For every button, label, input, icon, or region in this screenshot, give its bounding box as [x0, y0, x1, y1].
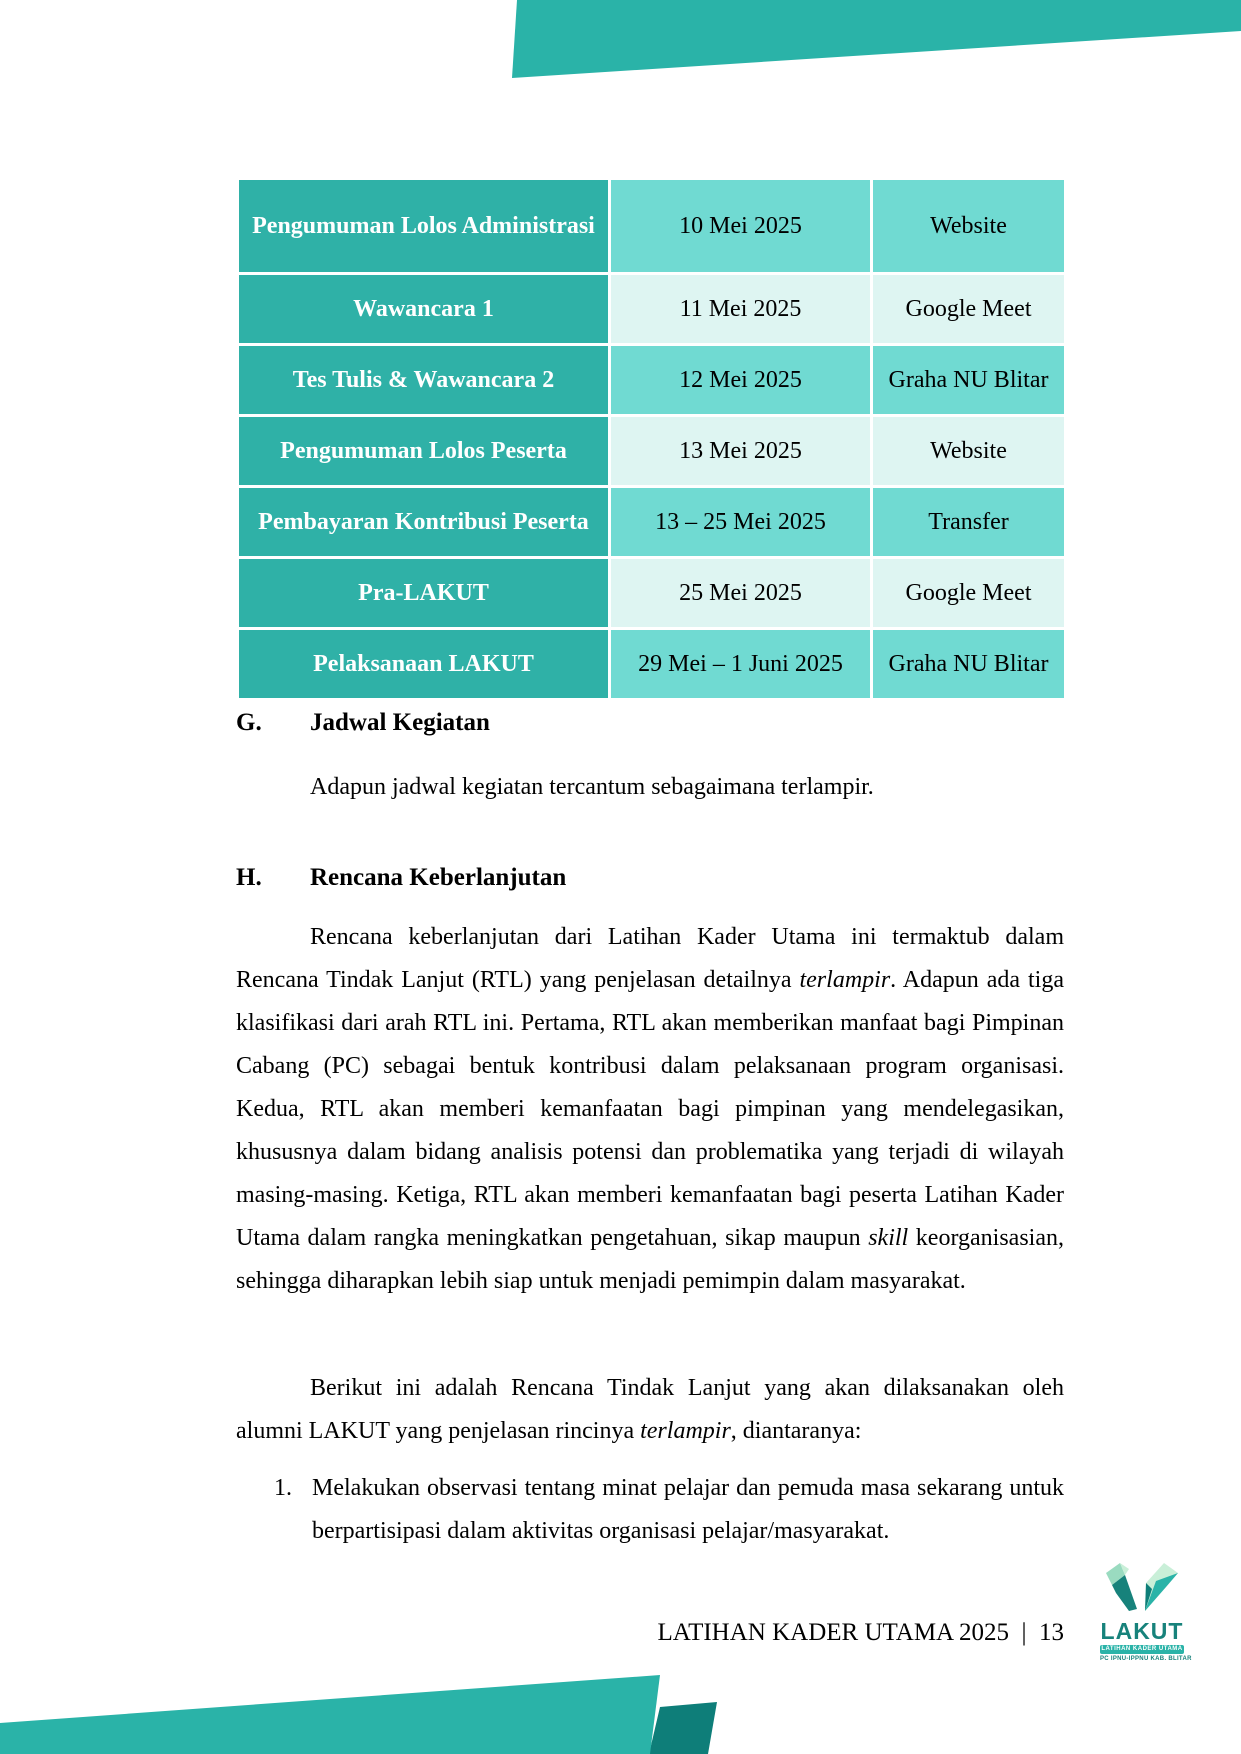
- date-cell: 11 Mei 2025: [610, 274, 872, 345]
- section-h-paragraph-2: [236, 1367, 1064, 1453]
- date-cell: 13 – 25 Mei 2025: [610, 487, 872, 558]
- bottom-dark-shape: [649, 1702, 717, 1754]
- italic-text: skill: [868, 1225, 909, 1251]
- text-segment: Rencana keberlanjutan dari Latihan Kader Utama ini termaktub dalam Rencana Tindak Lanjut (RTL) yang penjelasan detailnya: [236, 924, 1064, 993]
- activity-cell: Pengumuman Lolos Administrasi: [238, 179, 610, 274]
- text-segment: Berikut ini adalah Rencana Tindak Lanjut yang akan dilaksanakan oleh alumni LAKUT yang penjelasan rincinya: [236, 1375, 1064, 1444]
- section-h-letter: H.: [236, 864, 262, 891]
- location-cell: Website: [872, 179, 1066, 274]
- italic-text: terlampir: [799, 967, 891, 993]
- activity-cell: Pelaksanaan LAKUT: [238, 629, 610, 700]
- location-cell: Website: [872, 416, 1066, 487]
- lakut-logo-band-text: LATIHAN KADER UTAMA: [1101, 1646, 1183, 1652]
- lakut-logo-wordmark: LAKUT: [1100, 1618, 1184, 1644]
- lakut-logo-emblem-icon: [1104, 1563, 1180, 1617]
- table-row: [238, 416, 1066, 487]
- text-segment: , diantaranya:: [730, 1418, 862, 1444]
- activity-cell: Tes Tulis & Wawancara 2: [238, 345, 610, 416]
- text-segment: keorganisasian, sehingga diharapkan lebih siap untuk menjadi pemimpin dalam masyarakat.: [236, 1225, 1064, 1294]
- text-segment: . Adapun ada tiga klasifikasi dari arah RTL ini. Pertama, RTL akan memberikan manfaat bagi Pimpinan Cabang (PC) sebagai bentuk kontribusi dalam pelaksanaan program organisasi. Kedua, RTL akan memberi kemanfaatan bagi pimpinan yang mendelegasikan, khususnya dalam bidang analisis potensi dan problematika yang terjadi di wilayah masing-masing. Ketiga, RTL akan memberi kemanfaatan bagi peserta Latihan Kader Utama dalam rangka meningkatkan pengetahuan, sikap maupun: [236, 967, 1064, 1251]
- top-decoration: [0, 0, 1241, 90]
- schedule-table-body: [238, 179, 1066, 700]
- section-g-paragraph: Adapun jadwal kegiatan tercantum sebagaimana terlampir.: [310, 774, 874, 800]
- location-cell: Google Meet: [872, 274, 1066, 345]
- date-cell: 13 Mei 2025: [610, 416, 872, 487]
- section-g-letter: G.: [236, 709, 262, 736]
- table-row: [238, 345, 1066, 416]
- date-cell: 12 Mei 2025: [610, 345, 872, 416]
- table-row: [238, 487, 1066, 558]
- activity-cell: Pembayaran Kontribusi Peserta: [238, 487, 610, 558]
- location-cell: Graha NU Blitar: [872, 629, 1066, 700]
- lakut-logo-sub-text: PC IPNU-IPPNU KAB. BLITAR: [1100, 1656, 1192, 1662]
- italic-text: terlampir: [640, 1418, 731, 1444]
- list-item-text: Melakukan observasi tentang minat pelajar dan pemuda masa sekarang untuk berpartisipasi dalam aktivitas organisasi pelajar/masyarakat.: [312, 1475, 1064, 1544]
- section-g-heading: [236, 706, 1064, 740]
- section-h-heading: [236, 861, 1064, 895]
- activity-cell: Pra-LAKUT: [238, 558, 610, 629]
- list-item: [274, 1467, 1064, 1553]
- section-h-paragraph-1: [236, 916, 1064, 1303]
- location-cell: Transfer: [872, 487, 1066, 558]
- page-footer: LATIHAN KADER UTAMA 2025 | 13: [657, 1619, 1064, 1646]
- list-item-number: 1.: [274, 1475, 292, 1501]
- date-cell: 10 Mei 2025: [610, 179, 872, 274]
- activity-cell: Pengumuman Lolos Peserta: [238, 416, 610, 487]
- location-cell: Google Meet: [872, 558, 1066, 629]
- schedule-table: [236, 177, 1067, 701]
- table-row: [238, 274, 1066, 345]
- location-cell: Graha NU Blitar: [872, 345, 1066, 416]
- table-row: [238, 179, 1066, 274]
- date-cell: 29 Mei – 1 Juni 2025: [610, 629, 872, 700]
- date-cell: 25 Mei 2025: [610, 558, 872, 629]
- section-g-title: Jadwal Kegiatan: [310, 709, 490, 736]
- bottom-teal-band: [0, 1675, 660, 1754]
- activity-cell: Wawancara 1: [238, 274, 610, 345]
- section-h-title: Rencana Keberlanjutan: [310, 864, 567, 891]
- table-row: [238, 558, 1066, 629]
- bottom-decoration: [0, 1664, 1241, 1754]
- table-row: [238, 629, 1066, 700]
- top-teal-band: [512, 0, 1241, 78]
- lakut-logo: [1100, 1563, 1192, 1664]
